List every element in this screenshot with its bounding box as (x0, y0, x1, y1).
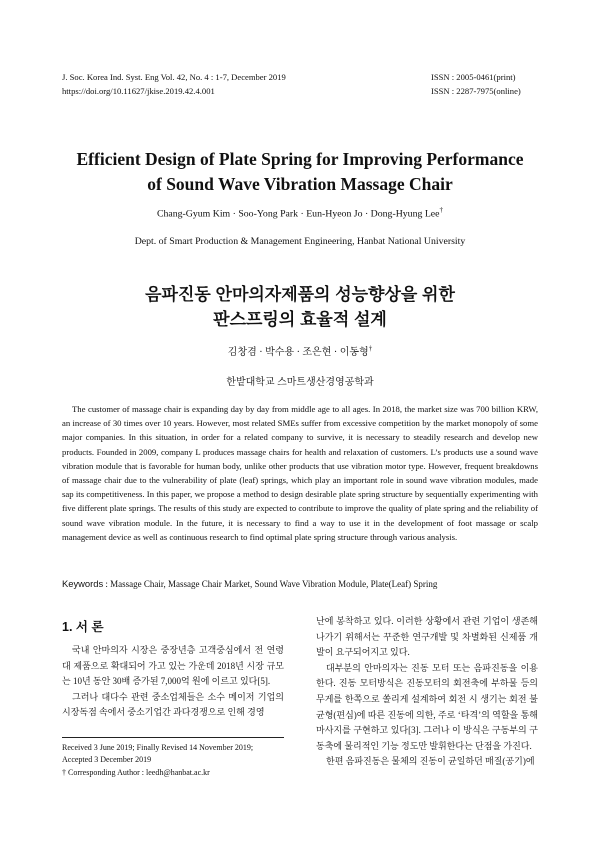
corresponding-author (62, 767, 284, 779)
right-column (316, 614, 538, 770)
authors-english (0, 206, 600, 219)
title-korean-line2: 판스프링의 효율적 설계 (213, 310, 387, 329)
right-paragraph-2: 대부분의 안마의자는 진동 모터 또는 음파진동을 이용한다. 진동 모터방식은 진동모터의 회전축에 부하물 등의 무게를 한쪽으로 쏠리게 설계하여 회전 시 생기는 회전 불균형(편심)에 따른 진동에 의한, 주로 ‘타격’의 역할을 통해 마사지를 구현하고 있다[3]. 그러나 이 방식은 구동부의 구동축에 물리적인 기능 정도만 발휘한다는 단점을 가진다. (316, 662, 538, 751)
issn-online: ISSN : 2287-7975(online) (431, 86, 521, 96)
right-paragraph-3: 한편 음파진동은 물체의 진동이 균일하던 매질(공기)에 (326, 756, 535, 767)
issn-print: ISSN : 2005-0461(print) (431, 72, 516, 82)
title-english-line2: of Sound Wave Vibration Massage Chair (147, 174, 453, 194)
title-korean (0, 282, 600, 332)
title-korean-line1: 음파진동 안마의자제품의 성능향상을 위한 (145, 285, 455, 304)
left-column (62, 617, 284, 721)
affiliation-english: Dept. of Smart Production & Management Engineering, Hanbat National University (134, 236, 466, 247)
affiliation-korean: 한밭대학교 스마트생산경영공학과 (226, 377, 374, 388)
accepted-date: Accepted 3 December 2019 (62, 755, 152, 765)
received-date: Received 3 June 2019; Finally Revised 14 November 2019; (62, 743, 254, 752)
abstract: The customer of massage chair is expanding day by day from middle age to all ages. In 2018, the market size was 700 billion KRW, an increase of 30 times over 10 years. However, most related SMEs suffer from excessive competition by the market monopoly of some major companies. In this situation, in order for a related company to survive, it is necessary to steadily research and develop new products. Founded in 2009, company L produces massage chairs for health and relaxation of customers. L’s products use a sound wave vibration module that is favorable for human body, unlike other products that use vibration motor type. However, frequent breakdowns of massage chair due to the vulnerability of plate (leaf) springs, which play an important role in sound wave vibration modules, made sap its competitiveness. In this paper, we propose a method to design desirable plate spring structure by sequentially experimenting with five different plate springs. The results of this study are expected to contribute to improve the quality of plate spring and the reliability of sound wave vibration module. In the future, it is necessary to find a way to use it in the development of foot massage or scalp management device as well as continuous research to find optimal plate spring structure through various analysis. (62, 404, 538, 542)
keywords-list: : Massage Chair, Massage Chair Market, Sound Wave Vibration Module, Plate(Leaf) Spring (105, 579, 438, 589)
journal-header (62, 70, 286, 98)
keywords-label: Keywords (62, 578, 104, 589)
left-paragraph-1: 국내 안마의자 시장은 중장년층 고객중심에서 전 연령대 제품으로 확대되어 가고 있는 가운데 2018년 시장 규모는 10년 동안 30배 증가된 7,000억 원에 이르고 있다[5]. (62, 645, 284, 687)
authors-korean (0, 343, 600, 358)
footnote-divider (62, 737, 284, 738)
keywords (62, 578, 538, 589)
left-paragraph-2: 그러나 대다수 관련 중소업체들은 소수 메이저 기업의 시장독점 속에서 중소기업간 과다경쟁으로 인해 경영 (62, 691, 284, 718)
corresponding-mark: † (439, 206, 444, 214)
footnotes (62, 742, 284, 779)
authors-english-names: Chang-Gyum Kim · Soo-Yong Park · Eun-Hyeon Jo · Dong-Hyung Lee (156, 208, 440, 220)
issn-block (431, 70, 521, 98)
corresponding-author-mark: † (62, 767, 66, 777)
title-english (0, 147, 600, 197)
right-paragraph-1: 난에 봉착하고 있다. 이러한 상황에서 관련 기업이 생존해 나가기 위해서는 꾸준한 연구개발 및 차별화된 신제품 개발이 요구되어지고 있다. (316, 616, 538, 658)
journal-citation: J. Soc. Korea Ind. Syst. Eng Vol. 42, No. 4 : 1-7, December 2019 (62, 72, 286, 82)
section-heading-introduction: 1. 서 론 (62, 620, 104, 634)
title-english-line1: Efficient Design of Plate Spring for Improving Performance (76, 149, 524, 169)
authors-korean-names: 김창겸 · 박수용 · 조은현 · 이동형 (227, 347, 369, 358)
corresponding-mark-korean: † (368, 344, 373, 353)
doi-link[interactable]: https://doi.org/10.11627/jkise.2019.42.4.001 (62, 86, 215, 96)
corresponding-author-email[interactable]: Corresponding Author : leedh@hanbat.ac.kr (68, 767, 210, 777)
